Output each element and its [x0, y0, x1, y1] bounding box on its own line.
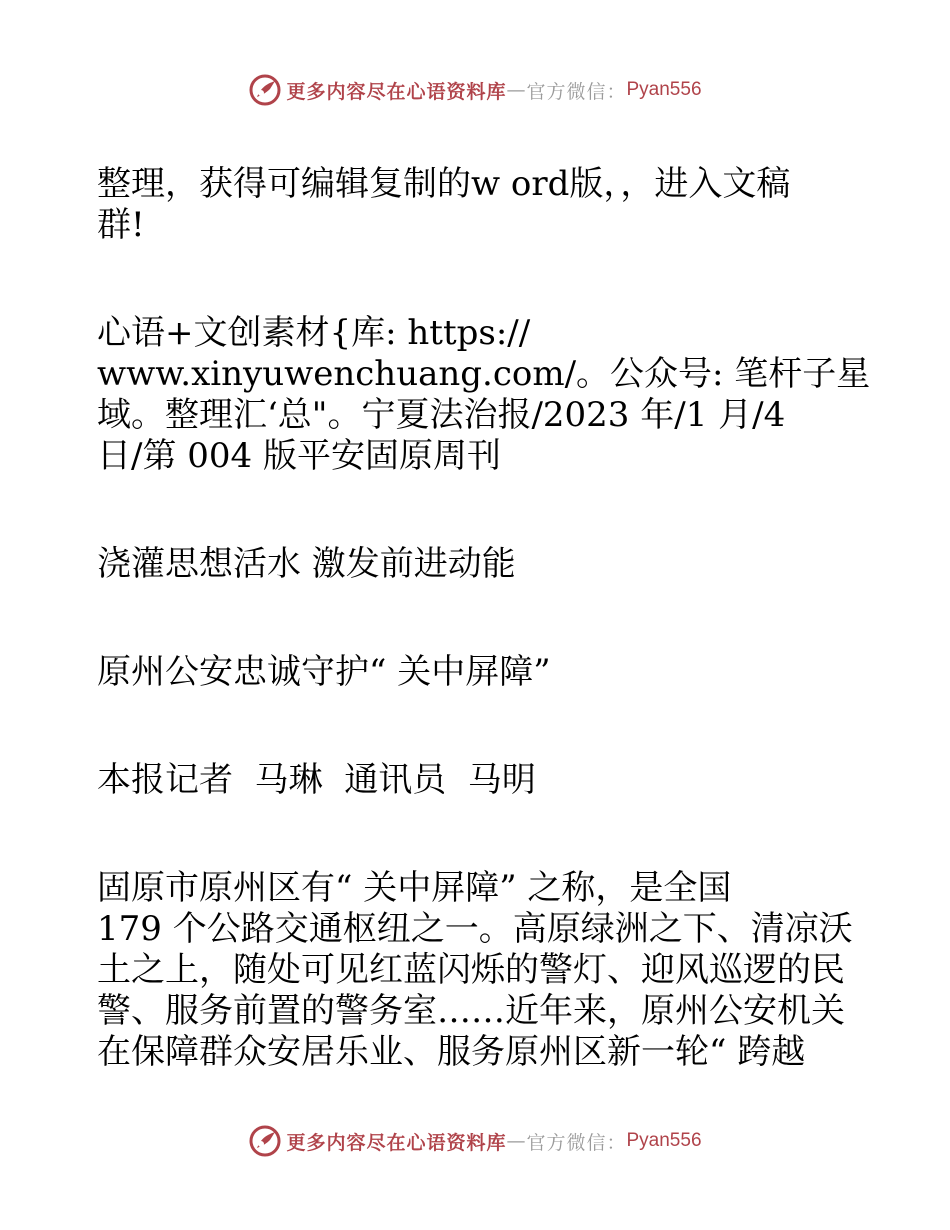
- text-line: 原州公安忠诚守护“ 关中屏障”: [97, 652, 551, 692]
- document-body: [97, 123, 871, 1099]
- banner-main-text: 更多内容尽在心语资料库: [286, 1131, 507, 1154]
- banner-official-label: 官方微信：: [526, 1131, 627, 1154]
- paragraph-source: [97, 272, 871, 477]
- article-subheadline: [97, 611, 857, 693]
- banner-wechat-id: Pyan556: [626, 79, 702, 100]
- article-body-paragraph: [97, 827, 857, 1073]
- article-byline: [97, 719, 857, 801]
- banner-wechat-id: Pyan556: [626, 1130, 702, 1151]
- footer-watermark-banner: [0, 1121, 950, 1161]
- text-line: 群!: [97, 205, 145, 245]
- text-line: 警、服务前置的警务室……近年来，原州公安机关: [97, 991, 845, 1031]
- text-line: 土之上，随处可见红蓝闪烁的警灯、迎风巡逻的民: [97, 950, 845, 990]
- text-line: 179 个公路交通枢纽之一。高原绿洲之下、清凉沃: [97, 909, 853, 949]
- text-line: 浇灌思想活水 激发前进动能: [97, 544, 516, 584]
- text-line: 整理，获得可编辑复制的w ord版，，进入文稿: [97, 164, 791, 204]
- text-line: 心语+文创素材{库: https://: [97, 313, 531, 353]
- text-line: 域。整理汇‘总"。宁夏法治报/2023 年/1 月/4: [97, 395, 786, 435]
- text-line: 在保障群众安居乐业、服务原州区新一轮“ 跨越: [97, 1032, 806, 1072]
- banner-official-label: 官方微信：: [526, 80, 627, 103]
- text-line: 本报记者 马琳 通讯员 马明: [97, 760, 536, 800]
- text-line: 日/第 004 版平安固原周刊: [97, 436, 501, 476]
- banner-separator: —: [506, 1130, 527, 1152]
- text-line: www.xinyuwenchuang.com/。公众号: 笔杆子星: [97, 354, 871, 394]
- article-headline: [97, 503, 857, 585]
- paragraph-intro: [97, 123, 857, 246]
- text-line: 固原市原州区有“ 关中屏障” 之称，是全国: [97, 868, 732, 908]
- brand-logo-icon: [248, 1124, 282, 1158]
- banner-separator: —: [506, 79, 527, 101]
- header-watermark-banner: [0, 70, 950, 110]
- brand-logo-icon: [248, 73, 282, 107]
- banner-main-text: 更多内容尽在心语资料库: [286, 80, 507, 103]
